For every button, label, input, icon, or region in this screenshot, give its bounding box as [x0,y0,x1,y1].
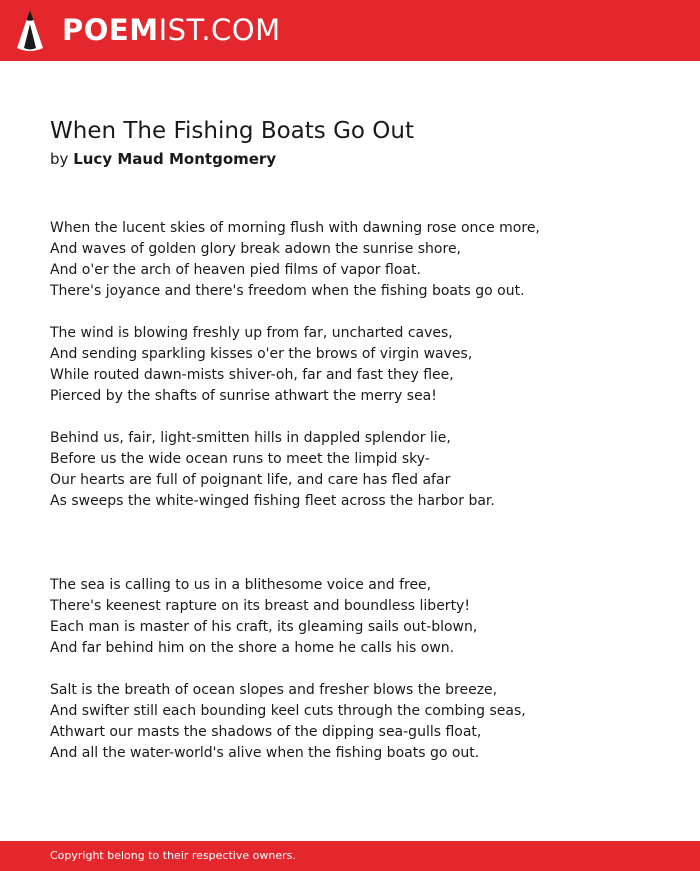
poem-title: When The Fishing Boats Go Out [50,118,414,144]
poem-line: Our hearts are full of poignant life, and care has fled afar [50,472,451,488]
poem-line: Behind us, fair, light-smitten hills in dappled splendor lie, [50,430,451,446]
poem-line: The wind is blowing freshly up from far, uncharted caves, [50,325,453,341]
poem-line: And swifter still each bounding keel cuts through the combing seas, [50,703,526,719]
poem-line: The sea is calling to us in a blithesome voice and free, [50,577,432,593]
stanza [50,218,670,302]
poem-line: Before us the wide ocean runs to meet the limpid sky- [50,451,430,467]
poem-line: There's keenest rapture on its breast and boundless liberty! [50,598,470,614]
poem-line: Each man is master of his craft, its gleaming sails out-blown, [50,619,478,635]
poem-line: Salt is the breath of ocean slopes and fresher blows the breeze, [50,682,498,698]
stanza-gap [50,407,670,428]
by-label: by [50,150,69,168]
stanza [50,323,670,407]
poem-line: While routed dawn-mists shiver-oh, far and fast they flee, [50,367,454,383]
poem-line: As sweeps the white-winged fishing fleet across the harbor bar. [50,493,495,509]
stanza [50,428,670,512]
poem-line: And all the water-world's alive when the fishing boats go out. [50,745,480,761]
poem-line: And o'er the arch of heaven pied films of vapor float. [50,262,421,278]
poem-line: And far behind him on the shore a home he calls his own. [50,640,455,656]
poem-line: Pierced by the shafts of sunrise athwart the merry sea! [50,388,437,404]
site-footer [0,841,700,871]
copyright-notice: Copyright belong to their respective owners. [50,849,296,862]
logo-text-light: IST.COM [158,13,281,47]
pencil-logo-icon[interactable] [17,10,43,52]
stanza-gap [50,302,670,323]
logo-text-bold: POEM [62,13,159,47]
stanza-gap [50,512,670,575]
poem-line: When the lucent skies of morning flush with dawning rose once more, [50,220,540,236]
poem-body [50,218,670,764]
poem-line: There's joyance and there's freedom when the fishing boats go out. [50,283,525,299]
site-header [0,0,700,61]
poem-line: And sending sparkling kisses o'er the brows of virgin waves, [50,346,473,362]
stanza-gap [50,659,670,680]
site-logo-link[interactable] [62,13,281,47]
poem-line: And waves of golden glory break adown the sunrise shore, [50,241,462,257]
stanza [50,575,670,659]
stanza [50,680,670,764]
poem-byline [50,149,276,169]
author-name: Lucy Maud Montgomery [73,150,277,168]
poem-line: Athwart our masts the shadows of the dipping sea-gulls float, [50,724,482,740]
